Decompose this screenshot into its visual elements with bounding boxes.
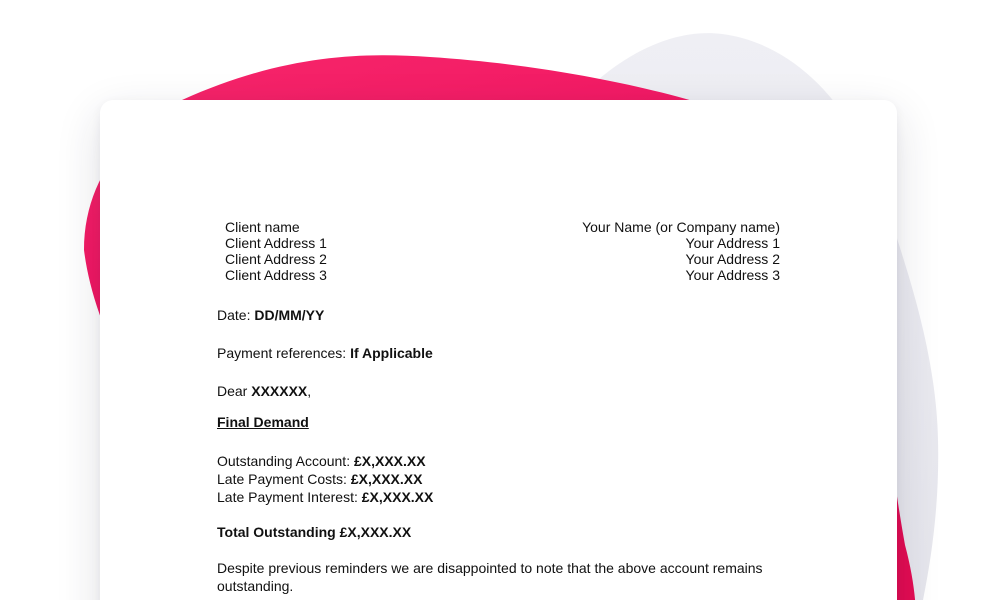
letter-heading: Final Demand [217,414,309,430]
salutation-line [217,383,780,400]
payment-reference-value: If Applicable [350,345,433,361]
salutation-suffix: , [307,383,312,399]
amounts-list [217,452,780,506]
amount-line [217,488,780,506]
client-address-line: Client Address 1 [225,235,327,251]
amount-value: £X,XXX.XX [353,453,426,469]
date-label: Date: [217,307,255,323]
date-value: DD/MM/YY [254,307,325,323]
sender-address-line: Your Address 2 [685,251,780,267]
client-address-line: Client name [225,219,300,235]
sender-address-line: Your Address 1 [685,235,780,251]
amount-label: Late Payment Costs: [217,471,351,487]
total-line: Total Outstanding £X,XXX.XX [217,524,412,540]
amount-label: Late Payment Interest: [217,489,362,505]
letter-document [100,100,897,600]
amount-value: £X,XXX.XX [350,471,423,487]
address-row [217,219,780,283]
salutation-prefix: Dear [217,383,252,399]
closing-paragraph: Despite previous reminders we are disappointed to note that the above account remains outstanding. [217,560,763,594]
amount-value: £X,XXX.XX [361,489,434,505]
payment-reference-label: Payment references: [217,345,351,361]
payment-reference-line [217,345,780,362]
sender-address-line: Your Address 3 [685,267,780,283]
sender-address-line: Your Name (or Company name) [582,219,780,235]
amount-label: Outstanding Account: [217,453,354,469]
client-address-line: Client Address 2 [225,251,327,267]
client-address-block [225,219,327,283]
amount-line [217,452,780,470]
sender-address-block [582,219,780,283]
amount-line [217,470,780,488]
date-line [217,307,780,324]
client-address-line: Client Address 3 [225,267,327,283]
salutation-name: XXXXXX [251,383,308,399]
